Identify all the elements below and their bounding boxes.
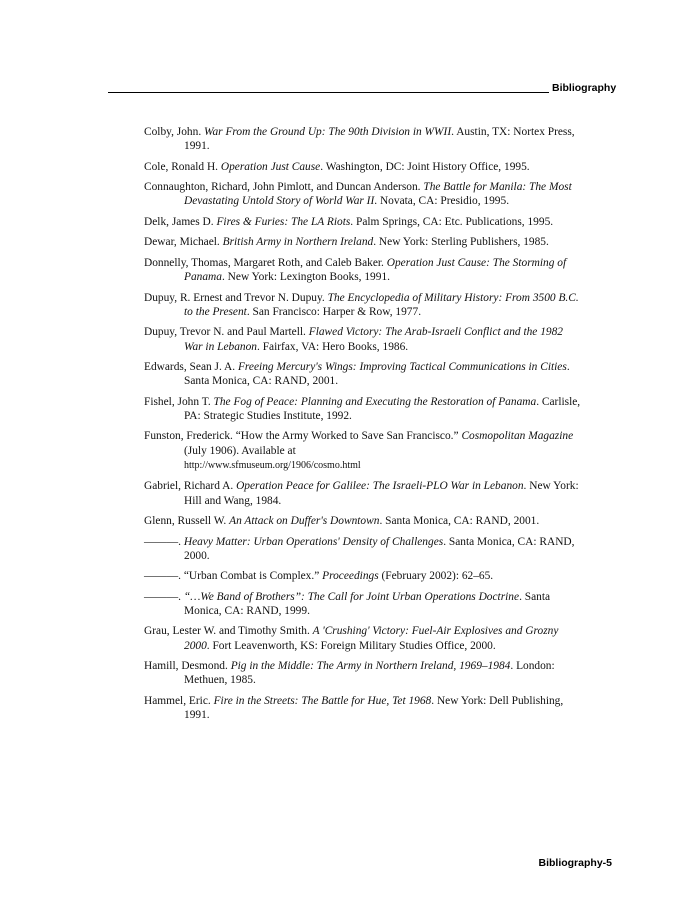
- bibliography-entry: [144, 694, 584, 722]
- entry-publication: . Fairfax, VA: Hero Books, 1986.: [257, 340, 409, 353]
- entry-author: Grau, Lester W. and Timothy Smith.: [144, 625, 313, 638]
- entry-author: ———.: [144, 590, 184, 603]
- entry-publication: . New York: Dell Publishing, 1991.: [184, 694, 564, 722]
- entry-author: Hamill, Desmond.: [144, 660, 231, 673]
- entry-author: Edwards, Sean J. A.: [144, 361, 238, 374]
- entry-url: http://www.sfmuseum.org/1906/cosmo.html: [184, 459, 361, 471]
- entry-title: Operation Just Cause: [220, 160, 321, 173]
- entry-author: Colby, John.: [144, 126, 205, 138]
- bibliography-entry: [144, 256, 584, 284]
- entry-title: Operation Just Cause: The Storming of Panama: [184, 256, 567, 284]
- bibliography-entry: [144, 291, 584, 319]
- bibliography-list: [144, 125, 584, 729]
- entry-publication: . Novata, CA: Presidio, 1995.: [374, 195, 510, 208]
- entry-title: Flawed Victory: The Arab-Israeli Conflict and the 1982 War in Lebanon: [184, 326, 563, 353]
- entry-publication: . New York: Hill and Wang, 1984.: [184, 480, 579, 507]
- entry-title: Fire in the Streets: The Battle for Hue, Tet 1968: [213, 694, 432, 707]
- entry-author: Gabriel, Richard A.: [144, 480, 237, 493]
- entry-publication: . San Francisco: Harper & Row, 1977.: [246, 305, 422, 318]
- bibliography-entry: [144, 235, 584, 249]
- entry-title: The Fog of Peace: Planning and Executing the Restoration of Panama: [213, 395, 537, 408]
- entry-publication: (February 2002): 62–65.: [378, 570, 494, 583]
- entry-author: Dupuy, R. Ernest and Trevor N. Dupuy.: [144, 291, 328, 304]
- bibliography-entry: [144, 590, 584, 618]
- entry-publication: . Fort Leavenworth, KS: Foreign Military Studies Office, 2000.: [206, 639, 496, 652]
- entry-author: Dewar, Michael.: [144, 236, 223, 249]
- entry-author: Fishel, John T.: [144, 395, 214, 408]
- entry-title: Proceedings: [322, 570, 379, 583]
- entry-publication: . New York: Sterling Publishers, 1985.: [373, 236, 549, 249]
- entry-title: Heavy Matter: Urban Operations' Density of Challenges: [183, 535, 444, 548]
- entry-author: Dupuy, Trevor N. and Paul Martell.: [144, 326, 309, 339]
- entry-publication: (July 1906). Available at: [184, 444, 296, 457]
- entry-author: Connaughton, Richard, John Pimlott, and Duncan Anderson.: [144, 181, 424, 194]
- entry-title: Fires & Furies: The LA Riots: [216, 215, 351, 228]
- bibliography-entry: [144, 325, 584, 353]
- bibliography-entry: [144, 360, 584, 388]
- entry-author: Delk, James D.: [144, 215, 217, 228]
- bibliography-entry: [144, 659, 584, 687]
- entry-title: Operation Peace for Galilee: The Israeli-PLO War in Lebanon: [236, 480, 524, 493]
- entry-author: Hammel, Eric.: [144, 694, 214, 707]
- entry-publication: . Santa Monica, CA: RAND, 1999.: [184, 590, 551, 617]
- page-number: Bibliography-5: [538, 857, 612, 869]
- entry-title: A 'Crushing' Victory: Fuel-Air Explosives and Grozny 2000: [184, 625, 559, 652]
- entry-title: Cosmopolitan Magazine: [461, 430, 574, 443]
- bibliography-entry: [144, 180, 584, 208]
- bibliography-entry: [144, 569, 584, 583]
- bibliography-entry: [144, 429, 584, 473]
- running-header: Bibliography: [552, 82, 617, 94]
- entry-publication: . Palm Springs, CA: Etc. Publications, 1995.: [350, 215, 554, 228]
- entry-title: Freeing Mercury's Wings: Improving Tactical Communications in Cities: [237, 361, 567, 374]
- entry-publication: . Carlisle, PA: Strategic Studies Institute, 1992.: [184, 395, 581, 422]
- entry-publication: . Santa Monica, CA: RAND, 2000.: [184, 535, 575, 562]
- entry-title: The Battle for Manila: The Most Devastating Untold Story of World War II: [184, 181, 572, 208]
- entry-title: Pig in the Middle: The Army in Northern Ireland, 1969–1984: [230, 660, 511, 673]
- entry-author: ———. “Urban Combat is Complex.”: [144, 570, 323, 583]
- entry-title: An Attack on Duffer's Downtown: [229, 515, 380, 528]
- bibliography-entry: [144, 395, 584, 423]
- entry-author: Donnelly, Thomas, Margaret Roth, and Caleb Baker.: [144, 256, 387, 269]
- entry-title: War From the Ground Up: The 90th Division in WWII: [204, 126, 452, 138]
- header-rule: [108, 92, 549, 93]
- entry-publication: . New York: Lexington Books, 1991.: [221, 271, 390, 284]
- bibliography-entry: [144, 624, 584, 652]
- entry-author: Glenn, Russell W.: [144, 515, 230, 528]
- bibliography-entry: [144, 215, 584, 229]
- entry-title: British Army in Northern Ireland: [222, 236, 374, 249]
- bibliography-entry: [144, 535, 584, 563]
- entry-publication: . London: Methuen, 1985.: [184, 660, 555, 687]
- entry-publication: . Austin, TX: Nortex Press, 1991.: [184, 126, 575, 153]
- entry-publication: . Santa Monica, CA: RAND, 2001.: [184, 361, 570, 388]
- entry-author: Funston, Frederick. “How the Army Worked to Save San Francisco.”: [144, 430, 462, 443]
- bibliography-entry: [144, 514, 584, 528]
- bibliography-entry: [144, 125, 584, 153]
- bibliography-entry: [144, 479, 584, 507]
- entry-title: “…We Band of Brothers”: The Call for Joint Urban Operations Doctrine: [183, 590, 520, 603]
- entry-title: The Encyclopedia of Military History: From 3500 B.C. to the Present: [184, 291, 579, 318]
- bibliography-entry: [144, 160, 584, 174]
- entry-publication: . Washington, DC: Joint History Office, 1995.: [320, 160, 530, 173]
- entry-author: Cole, Ronald H.: [144, 160, 221, 173]
- entry-author: ———.: [144, 535, 184, 548]
- entry-publication: . Santa Monica, CA: RAND, 2001.: [379, 515, 540, 528]
